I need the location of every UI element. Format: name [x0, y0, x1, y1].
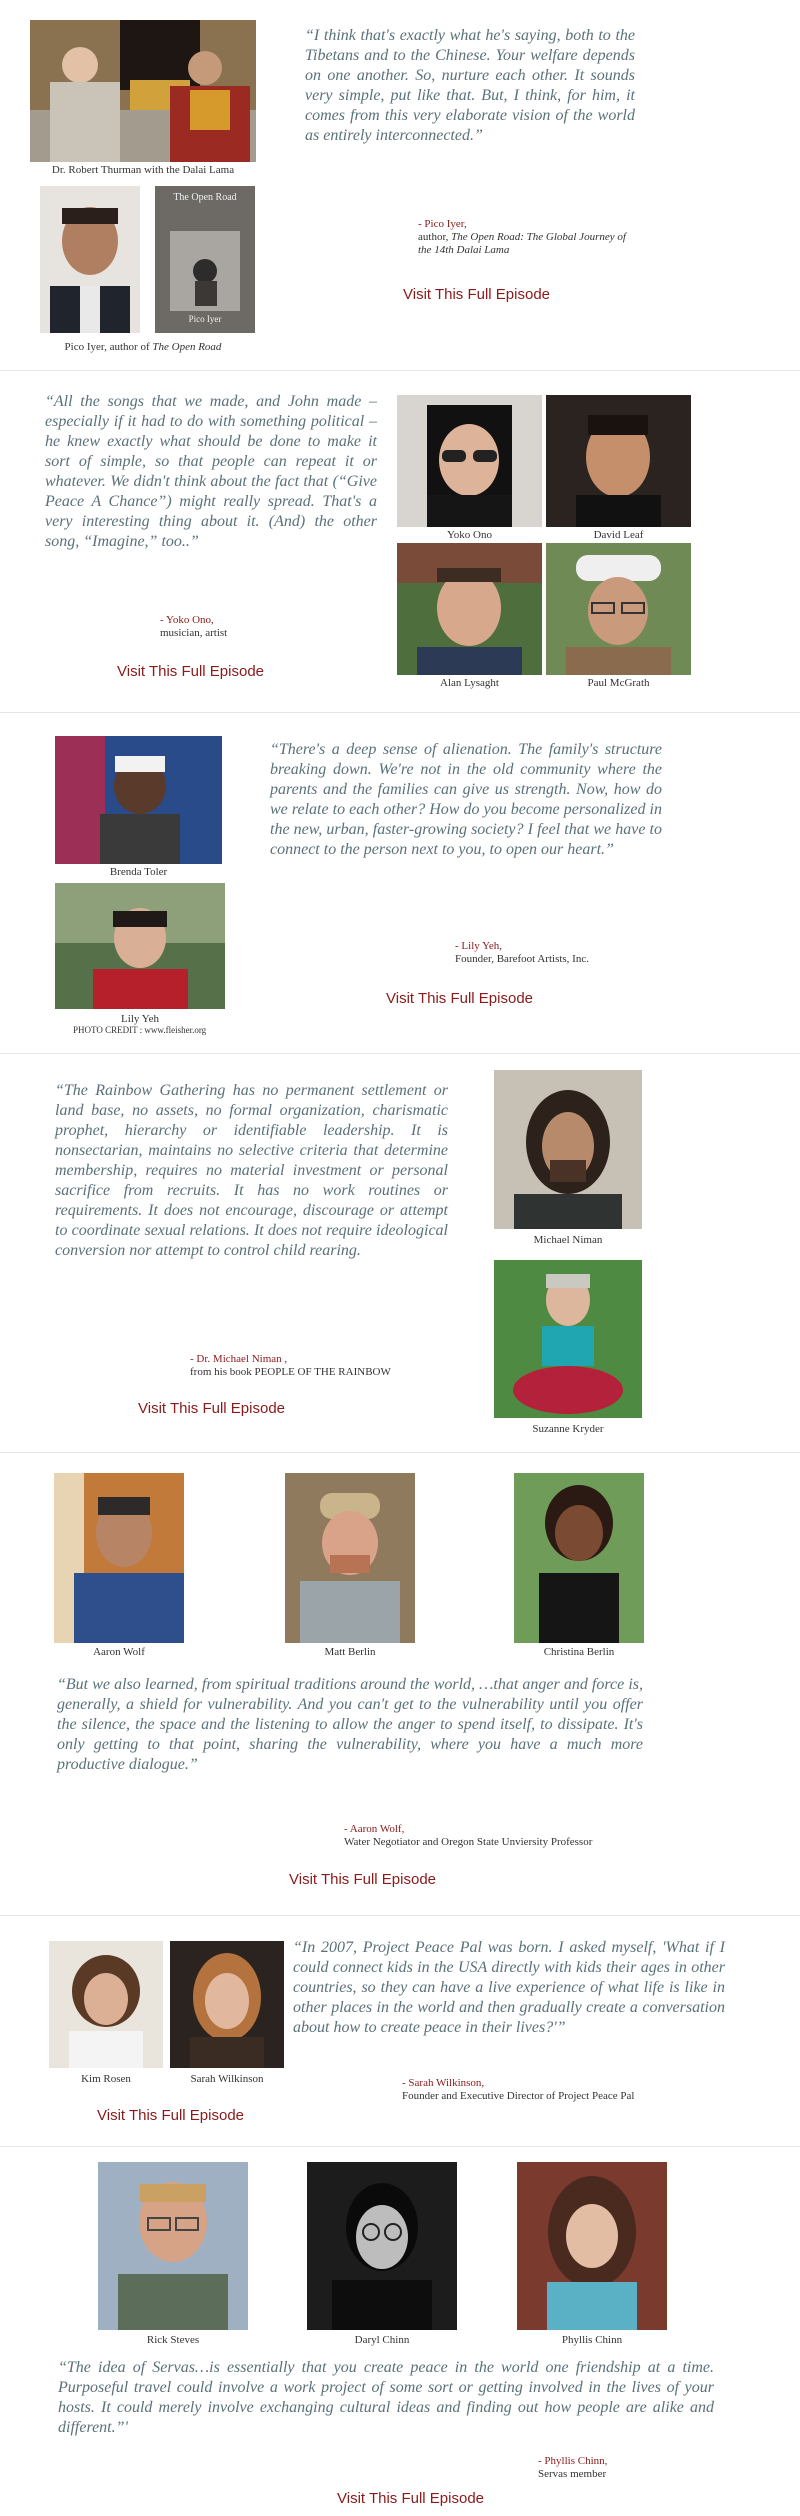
kim-rosen-photo	[49, 1941, 163, 2068]
sarah-wilkinson-photo	[170, 1941, 284, 2068]
photo-caption: Christina Berlin	[543, 1646, 615, 1658]
visit-episode-link[interactable]: Visit This Full Episode	[403, 286, 551, 303]
quote-text: “There's a deep sense of alienation. The family's structure breaking down. We're not in the old community where the parents and the families can give us strength. Now, how do we relate to each other? How do you become personalized in the new, urban, faster-growing society? I feel that we have to connect to the person next to you, to open our heart.”	[270, 741, 662, 858]
photo-caption: Kim Rosen	[81, 2073, 131, 2085]
quote-attribution	[418, 218, 638, 257]
attribution-name: - Aaron Wolf,	[344, 1823, 405, 1835]
alan-lysaght-photo	[397, 543, 542, 675]
phyllis-chinn-photo	[517, 2162, 667, 2330]
quote-attribution	[538, 2455, 688, 2481]
attribution-role: author,	[418, 231, 452, 243]
attribution-role: musician, artist	[160, 627, 228, 639]
photo-caption: Suzanne Kryder	[532, 1423, 604, 1435]
attribution-name: - Lily Yeh,	[455, 940, 503, 952]
quote-attribution	[455, 940, 655, 966]
quote-text: “The Rainbow Gathering has no permanent settlement or land base, no assets, no formal organization, charismatic prophet, hierarchy or identifiable leadership. It is nonsectarian, maintains no selective criteria that determine membership, requires no material investment or personal sacrifice from recruits. It has no work routines or requirements. It does not encourage, discourage or attempt to coordinate sexual relations. It does not require ideological conversion nor attempt to control child rearing.	[55, 1082, 448, 1259]
quote-attribution	[190, 1353, 430, 1379]
caption-book-title: The Open Road	[152, 341, 222, 353]
attribution-name: - Sarah Wilkinson,	[402, 2077, 485, 2089]
visit-episode-link[interactable]: Visit This Full Episode	[386, 990, 534, 1007]
photo-caption	[30, 341, 256, 354]
aaron-wolf-photo	[54, 1473, 184, 1643]
quote-text: “In 2007, Project Peace Pal was born. I asked myself, 'What if I could connect kids in the USA directly with kids their ages in other countries, so they can have a live experience of what life is like in other places in the world and then gradually create a conversation about how to create peace in their lives?'”	[293, 1939, 725, 2036]
attribution-book: The Open Road: The Global Journey of the 14th Dalai Lama	[418, 231, 626, 256]
thurman-dalai-lama-photo	[30, 20, 256, 162]
section-divider	[0, 370, 800, 371]
rick-steves-photo	[98, 2162, 248, 2330]
attribution-name: - Yoko Ono,	[160, 614, 214, 626]
photo-caption: Dr. Robert Thurman with the Dalai Lama	[51, 164, 235, 176]
photo-caption: Matt Berlin	[324, 1646, 376, 1658]
quote-attribution	[402, 2077, 722, 2103]
photo-caption: Aaron Wolf	[93, 1646, 145, 1658]
photo-caption: Yoko Ono	[446, 529, 493, 541]
photo-caption: Brenda Toler	[109, 866, 168, 878]
attribution-role: Servas member	[538, 2468, 607, 2480]
photo-credit: PHOTO CREDIT : www.fleisher.org	[73, 1025, 207, 1035]
photo-caption: Michael Niman	[533, 1234, 603, 1246]
lily-yeh-photo	[55, 883, 225, 1009]
photo-caption: Sarah Wilkinson	[190, 2073, 264, 2085]
photo-caption: Phyllis Chinn	[561, 2334, 623, 2346]
attribution-role: Water Negotiator and Oregon State Unviersity Professor	[344, 1836, 593, 1848]
quote-attribution	[344, 1823, 664, 1849]
attribution-role: Founder and Executive Director of Project Peace Pal	[402, 2090, 635, 2102]
section-divider	[0, 1452, 800, 1453]
quote-text: “The idea of Servas…is essentially that you create peace in the world one friendship at a time. Purposeful travel could involve a work project of some sort or getting involved in the lives of your hosts. It could merely involve exchanging cultural ideas and finding out how people are alike and different.”'	[58, 2359, 714, 2436]
quote-attribution	[160, 614, 360, 640]
open-road-book-cover	[155, 186, 255, 333]
brenda-toler-photo	[55, 736, 222, 864]
yoko-ono-photo	[397, 395, 542, 527]
visit-episode-link[interactable]: Visit This Full Episode	[337, 2490, 485, 2507]
michael-niman-photo	[494, 1070, 642, 1229]
visit-episode-link[interactable]: Visit This Full Episode	[289, 1871, 437, 1888]
section-divider	[0, 2146, 800, 2147]
section-divider	[0, 712, 800, 713]
matt-berlin-photo	[285, 1473, 415, 1643]
book-cover-author: Pico Iyer	[188, 314, 222, 324]
attribution-name: - Dr. Michael Niman ,	[190, 1353, 288, 1365]
quote-text: “I think that's exactly what he's saying, both to the Tibetans and to the Chinese. Your welfare depends on one another. So, nurture each other. It sounds very simple, put like that. But, I think, for him, it comes from this very elaborate vision of the world as entirely interconnected.”	[305, 27, 635, 144]
photo-caption: Lily Yeh	[121, 1013, 159, 1025]
quote-text: “All the songs that we made, and John made – especially if it had to do with something political – he knew exactly what should be done to make it sort of simple, so that people can repeat it or whatever. We didn't think about the fact that (“Give Peace A Chance”) might really spread. That's a very interesting thing about it. (And) the other song, “Imagine,” too..”	[45, 393, 377, 550]
pico-iyer-photo	[40, 186, 140, 333]
christina-berlin-photo	[514, 1473, 644, 1643]
section-divider	[0, 1915, 800, 1916]
photo-caption: Rick Steves	[146, 2334, 200, 2346]
attribution-name: - Pico Iyer,	[418, 218, 467, 230]
paul-mcgrath-photo	[546, 543, 691, 675]
photo-caption: Alan Lysaght	[440, 677, 499, 689]
visit-episode-link[interactable]: Visit This Full Episode	[117, 663, 265, 680]
photo-caption: David Leaf	[593, 529, 644, 541]
caption-text: Pico Iyer, author of	[64, 341, 153, 353]
photo-caption: Paul McGrath	[587, 677, 650, 689]
attribution-name: - Phyllis Chinn,	[538, 2455, 608, 2467]
attribution-role: Founder, Barefoot Artists, Inc.	[455, 953, 589, 965]
attribution-role: from his book PEOPLE OF THE RAINBOW	[190, 1366, 391, 1378]
david-leaf-photo	[546, 395, 691, 527]
visit-episode-link[interactable]: Visit This Full Episode	[97, 2107, 245, 2124]
section-divider	[0, 1053, 800, 1054]
book-cover-title: The Open Road	[173, 192, 237, 203]
photo-caption: Daryl Chinn	[354, 2334, 410, 2346]
visit-episode-link[interactable]: Visit This Full Episode	[138, 1400, 286, 1417]
quote-text: “But we also learned, from spiritual traditions around the world, …that anger and force is, generally, a shield for vulnerability. And you can't get to the vulnerability until you offer the silence, the space and the listening to allow the anger to spend itself, to dissipate. It's only getting to that point, sharing the vulnerability, where you have a much more productive dialogue.”	[57, 1676, 643, 1773]
daryl-chinn-photo	[307, 2162, 457, 2330]
suzanne-kryder-photo	[494, 1260, 642, 1418]
